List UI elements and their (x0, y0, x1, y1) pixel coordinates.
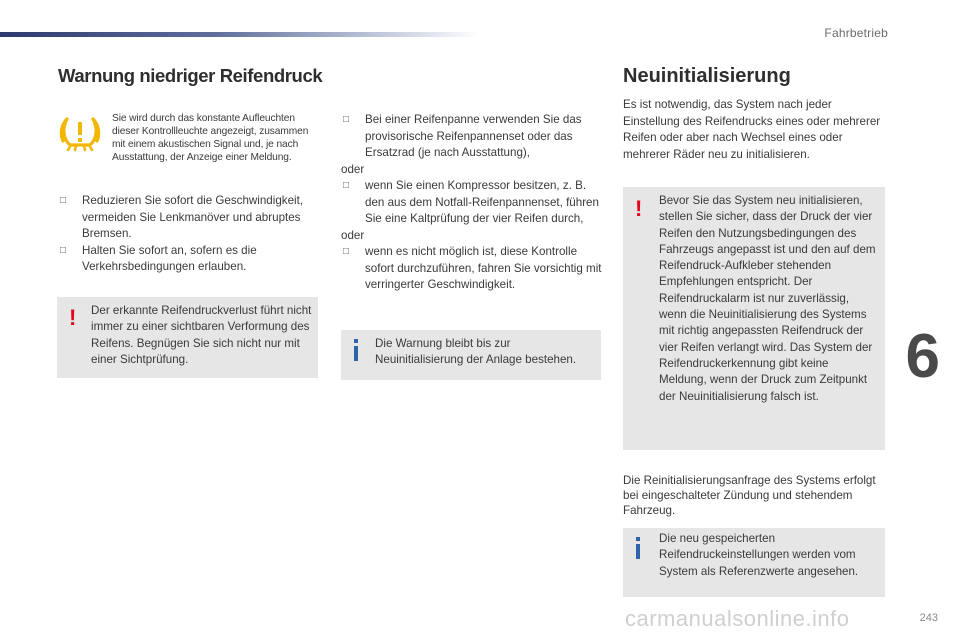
checkbox-bullet-icon: □ (343, 246, 350, 257)
middle-instructions (341, 112, 603, 294)
list-item-text: wenn Sie einen Kompressor besitzen, z. B. den aus dem Notfall-Reifenpannenset, führen Sie eine Kaltprüfung der vier Reifen durch, (365, 179, 599, 225)
checkbox-bullet-icon: □ (343, 180, 350, 191)
exclamation-icon: ! (69, 305, 77, 330)
left-bullet-list (58, 193, 320, 276)
page-number: 243 (919, 612, 938, 624)
list-item (58, 243, 320, 276)
section-tag: Fahrbetrieb (824, 26, 888, 40)
tire-pressure-warning-lamp-icon (58, 112, 102, 156)
oder-label: oder (341, 228, 365, 242)
info-icon (354, 339, 358, 361)
left-warning-text: Der erkannte Reifendruckverlust führt nicht immer zu einer sichtbaren Verformung des Reifens. Begnügen Sie sich nicht nur mit einer Sichtprüfung. (91, 304, 312, 366)
right-warning-text: Bevor Sie das System neu initialisieren, stellen Sie sicher, dass der Druck der vier Reifen den Nutzungsbedingungen des Fahrzeugs angepasst ist und den auf dem Reifendruck-Aufkleber stehenden Empfehlungen entspricht. Der Reifendruckalarm ist nur zuverlässig, wenn die Neuinitialisierung des Systems mit richtig angepassten Reifendruck der vier Reifen verlangt wird. Das System der Reifendruckerkennung gibt keine Meldung, wenn der Druck zum Zeitpunkt der Neuinitialisierung falsch ist. (659, 194, 876, 403)
left-warning-box (57, 297, 318, 378)
list-item (341, 244, 603, 294)
right-section-title: Neuinitialisierung (623, 65, 791, 87)
right-info-box (623, 528, 885, 597)
list-item-text: Reduzieren Sie sofort die Geschwindigkeit, vermeiden Sie Lenkmanöver und abruptes Bremsen. (82, 194, 304, 240)
middle-info-box (341, 330, 601, 380)
reinit-text: Die Reinitialisierungsanfrage des Systems erfolgt bei eingeschalteter Zündung und stehendem Fahrzeug. (623, 474, 876, 517)
header-gradient-bar (0, 32, 480, 37)
checkbox-bullet-icon: □ (60, 195, 67, 206)
list-item-text: Halten Sie sofort an, sofern es die Verkehrsbedingungen erlauben. (82, 243, 257, 273)
exclamation-icon: ! (635, 196, 643, 221)
checkbox-bullet-icon: □ (343, 114, 350, 125)
list-item (58, 193, 320, 243)
list-item (341, 178, 603, 228)
list-item-text: Bei einer Reifenpanne verwenden Sie das provisorische Reifenpannenset oder das Ersatzrad (je nach Ausstattung), (365, 113, 582, 159)
list-item-text: wenn es nicht möglich ist, diese Kontrolle sofort durchzuführen, fahren Sie vorsichtig mit verringerter Geschwindigkeit. (365, 245, 602, 291)
checkbox-bullet-icon: □ (60, 244, 67, 256)
list-item (341, 112, 603, 162)
oder-label: oder (341, 162, 365, 176)
left-section-title: Warnung niedriger Reifendruck (58, 65, 323, 86)
info-icon (636, 537, 640, 559)
chapter-number: 6 (905, 322, 940, 391)
watermark: carmanualsonline.info (625, 606, 850, 631)
lamp-description: Sie wird durch das konstante Aufleuchten dieser Kontrollleuchte angezeigt, zusammen mit einem akustischen Signal und, je nach Ausstattung, der Anzeige einer Meldung. (112, 113, 309, 163)
right-intro: Es ist notwendig, das System nach jeder Einstellung des Reifendrucks eines oder mehrerer Reifen oder aber nach Wechsel eines oder mehrerer Räder neu zu initialisieren. (623, 98, 881, 161)
middle-info-text: Die Warnung bleibt bis zur Neuinitialisierung der Anlage bestehen. (375, 337, 577, 367)
right-info-text: Die neu gespeicherten Reifendruckeinstellungen werden vom System als Referenzwerte angesehen. (659, 532, 859, 578)
right-warning-box (623, 187, 885, 450)
